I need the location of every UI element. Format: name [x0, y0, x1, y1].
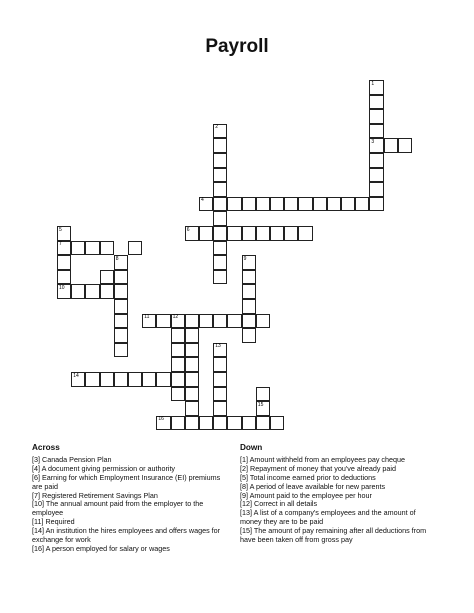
clue-text: Correct in all details	[254, 499, 318, 509]
grid-cell[interactable]	[369, 168, 383, 183]
clue-text: Total income earned prior to deductions	[249, 472, 376, 482]
grid-cell[interactable]	[398, 138, 412, 153]
grid-cell[interactable]	[369, 124, 383, 139]
grid-cell[interactable]	[114, 372, 128, 387]
grid-cell[interactable]	[298, 197, 312, 212]
grid-cell[interactable]	[57, 270, 71, 285]
grid-cell[interactable]	[227, 314, 241, 329]
grid-cell[interactable]	[213, 270, 227, 285]
grid-cell[interactable]	[185, 226, 199, 241]
clue-number: 11	[144, 314, 150, 321]
grid-cell[interactable]	[156, 314, 170, 329]
grid-cell[interactable]	[85, 284, 99, 299]
grid-cell[interactable]	[171, 328, 185, 343]
grid-cell[interactable]	[242, 328, 256, 343]
grid-cell[interactable]	[114, 343, 128, 358]
clue-number-label: [6]	[32, 472, 42, 482]
clue-number-label: [4]	[32, 463, 42, 473]
grid-cell[interactable]	[256, 387, 270, 402]
grid-cell[interactable]	[213, 387, 227, 402]
grid-cell[interactable]	[369, 153, 383, 168]
grid-cell[interactable]	[355, 197, 369, 212]
grid-cell[interactable]	[369, 138, 383, 153]
grid-cell[interactable]	[85, 372, 99, 387]
grid-cell[interactable]	[185, 343, 199, 358]
clue-number: 5	[59, 226, 62, 233]
grid-cell[interactable]	[114, 255, 128, 270]
grid-cell[interactable]	[57, 284, 71, 299]
grid-cell[interactable]	[171, 357, 185, 372]
grid-cell[interactable]	[270, 416, 284, 431]
clue-number: 3	[371, 138, 375, 145]
grid-cell[interactable]	[369, 109, 383, 124]
grid-cell[interactable]	[227, 416, 241, 431]
clue-text: The amount of pay remaining after all deductions from have been taken off from gross pay	[240, 526, 427, 545]
clue-number: 14	[73, 372, 79, 379]
grid-cell[interactable]	[213, 124, 227, 139]
grid-cell[interactable]	[256, 314, 270, 329]
grid-cell[interactable]	[213, 241, 227, 256]
down-clues	[240, 444, 438, 545]
grid-cell[interactable]	[327, 197, 341, 212]
grid-cell[interactable]	[213, 401, 227, 416]
clue-text: Registered Retirement Savings Plan	[42, 490, 158, 500]
grid-cell[interactable]	[71, 284, 85, 299]
clue-text: Amount paid to the employee per hour	[249, 490, 372, 500]
grid-cell[interactable]	[213, 343, 227, 358]
across-heading: Across	[32, 443, 60, 452]
grid-cell[interactable]	[256, 416, 270, 431]
grid-cell[interactable]	[128, 241, 142, 256]
grid-cell[interactable]	[85, 241, 99, 256]
clue-number-label: [8]	[240, 481, 250, 491]
clue-text: Required	[45, 517, 75, 527]
grid-cell[interactable]	[384, 138, 398, 153]
clue-number-label: [1]	[240, 454, 250, 464]
across-clues	[32, 444, 232, 554]
grid-cell[interactable]	[369, 80, 383, 95]
grid-cell[interactable]	[100, 270, 114, 285]
grid-cell[interactable]	[185, 357, 199, 372]
grid-cell[interactable]	[199, 197, 213, 212]
clue-text: The annual amount paid from the employer to the employee	[32, 499, 204, 518]
grid-cell[interactable]	[57, 255, 71, 270]
grid-cell[interactable]	[242, 416, 256, 431]
down-heading: Down	[240, 443, 263, 452]
grid-cell[interactable]	[142, 372, 156, 387]
clue-text: Earning for which Employment Insurance (EI) premiums are paid	[32, 472, 221, 491]
grid-cell[interactable]	[242, 197, 256, 212]
grid-cell[interactable]	[298, 226, 312, 241]
grid-cell[interactable]	[156, 372, 170, 387]
grid-cell[interactable]	[57, 241, 71, 256]
clue-number-label: [7]	[32, 490, 42, 500]
grid-cell[interactable]	[114, 299, 128, 314]
clue-number-label: [13]	[240, 508, 254, 518]
clue-number-label: [3]	[32, 454, 42, 464]
clue-number: 12	[172, 314, 179, 321]
grid-cell[interactable]	[100, 372, 114, 387]
grid-cell[interactable]	[242, 299, 256, 314]
grid-cell[interactable]	[171, 416, 185, 431]
grid-cell[interactable]	[185, 372, 199, 387]
clue-number-label: [12]	[240, 499, 254, 509]
across-clue	[32, 527, 232, 545]
clue-number: 13	[215, 343, 221, 350]
grid-cell[interactable]	[185, 416, 199, 431]
clue-number: 10	[59, 284, 65, 291]
grid-cell[interactable]	[256, 226, 270, 241]
clue-number-label: [15]	[240, 526, 254, 536]
across-clue	[32, 545, 232, 554]
grid-cell[interactable]	[369, 95, 383, 110]
puzzle-title: Payroll	[205, 36, 269, 57]
grid-cell[interactable]	[171, 372, 185, 387]
grid-cell[interactable]	[242, 255, 256, 270]
grid-cell[interactable]	[71, 241, 85, 256]
clue-number: 9	[243, 255, 247, 262]
grid-cell[interactable]	[199, 314, 213, 329]
clue-text: A period of leave available for new parents	[249, 481, 386, 491]
grid-cell[interactable]	[114, 270, 128, 285]
grid-cell[interactable]	[185, 401, 199, 416]
clue-number: 4	[201, 197, 204, 204]
grid-cell[interactable]	[185, 387, 199, 402]
across-clue	[32, 500, 232, 518]
grid-cell[interactable]	[213, 372, 227, 387]
grid-cell[interactable]	[114, 314, 128, 329]
grid-cell[interactable]	[227, 226, 241, 241]
grid-cell[interactable]	[213, 138, 227, 153]
grid-cell[interactable]	[242, 270, 256, 285]
grid-cell[interactable]	[185, 328, 199, 343]
grid-cell[interactable]	[213, 168, 227, 183]
clue-text: Repayment of money that you've already paid	[250, 463, 397, 473]
grid-cell[interactable]	[185, 314, 199, 329]
grid-cell[interactable]	[213, 416, 227, 431]
clue-text: A document giving permission or authority	[41, 463, 176, 473]
clue-number-label: [16]	[32, 543, 46, 553]
clue-number: 15	[257, 401, 264, 408]
grid-cell[interactable]	[256, 197, 270, 212]
down-clue	[240, 509, 438, 527]
grid-cell[interactable]	[242, 284, 256, 299]
clue-number: 16	[158, 416, 164, 423]
grid-cell[interactable]	[369, 182, 383, 197]
clue-number: 7	[59, 241, 62, 248]
clue-number: 8	[115, 255, 119, 262]
grid-cell[interactable]	[213, 226, 227, 241]
grid-cell[interactable]	[284, 226, 298, 241]
clue-number-label: [14]	[32, 526, 46, 536]
clue-number: 2	[215, 124, 218, 131]
grid-cell[interactable]	[114, 284, 128, 299]
across-clue	[32, 474, 232, 492]
grid-cell[interactable]	[227, 197, 241, 212]
grid-cell[interactable]	[213, 153, 227, 168]
grid-cell[interactable]	[100, 284, 114, 299]
grid-cell[interactable]	[242, 226, 256, 241]
clue-number-label: [10]	[32, 499, 46, 509]
grid-cell[interactable]	[284, 197, 298, 212]
grid-cell[interactable]	[171, 387, 185, 402]
clue-number-label: [11]	[32, 517, 46, 527]
grid-cell[interactable]	[213, 197, 227, 212]
clue-text: An institution the hires employees and offers wages for exchange for work	[32, 526, 221, 545]
grid-cell[interactable]	[199, 226, 213, 241]
grid-cell[interactable]	[171, 314, 185, 329]
grid-cell[interactable]	[256, 401, 270, 416]
grid-cell[interactable]	[213, 314, 227, 329]
down-clue	[240, 527, 438, 545]
grid-cell[interactable]	[242, 314, 256, 329]
clue-number-label: [5]	[240, 472, 250, 482]
grid-cell[interactable]	[270, 226, 284, 241]
clue-number: 6	[186, 226, 190, 233]
grid-cell[interactable]	[341, 197, 355, 212]
grid-cell[interactable]	[213, 255, 227, 270]
clue-number-label: [2]	[240, 463, 250, 473]
clue-number: 1	[371, 80, 375, 87]
clue-text: A person employed for salary or wages	[45, 543, 170, 553]
grid-cell[interactable]	[270, 197, 284, 212]
grid-cell[interactable]	[199, 416, 213, 431]
grid-cell[interactable]	[142, 314, 156, 329]
grid-cell[interactable]	[313, 197, 327, 212]
clue-number-label: [9]	[240, 490, 250, 500]
grid-cell[interactable]	[114, 328, 128, 343]
clue-text: Amount withheld from an employees pay cheque	[249, 454, 406, 464]
grid-cell[interactable]	[369, 197, 383, 212]
grid-cell[interactable]	[71, 372, 85, 387]
grid-cell[interactable]	[57, 226, 71, 241]
clue-text: A list of a company's employees and the amount of money they are to be paid	[240, 508, 416, 527]
grid-cell[interactable]	[213, 182, 227, 197]
grid-cell[interactable]	[213, 357, 227, 372]
grid-cell[interactable]	[128, 372, 142, 387]
grid-cell[interactable]	[156, 416, 170, 431]
clue-text: Canada Pension Plan	[42, 454, 112, 464]
grid-cell[interactable]	[100, 241, 114, 256]
grid-cell[interactable]	[213, 211, 227, 226]
grid-cell[interactable]	[171, 343, 185, 358]
